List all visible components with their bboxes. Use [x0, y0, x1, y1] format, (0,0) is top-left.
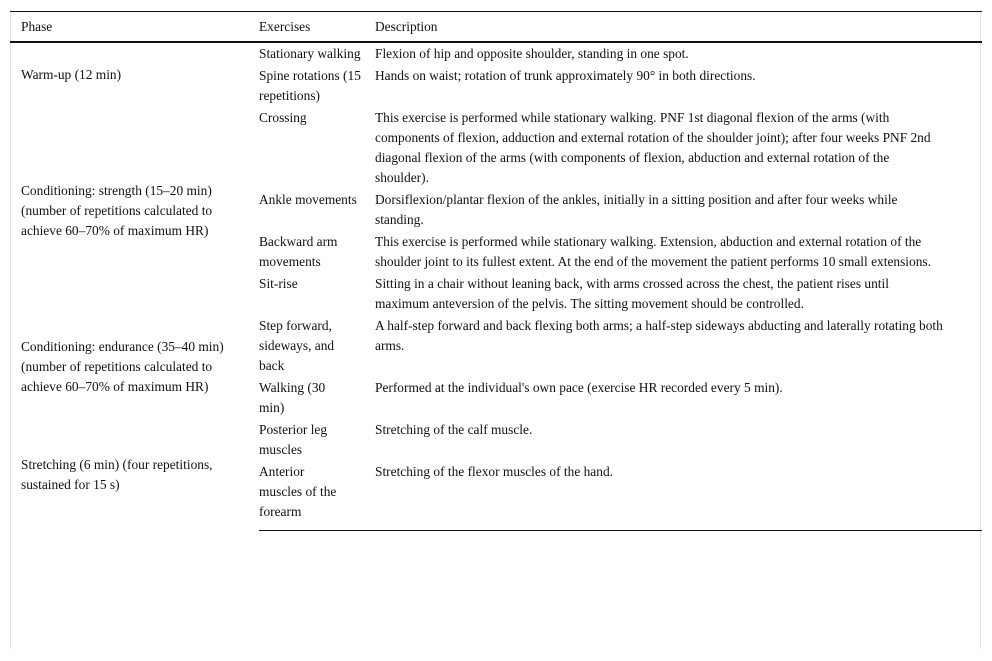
exercise-cell: Backward arm movements	[259, 234, 338, 269]
exercise-cell: Walking (30 min)	[259, 380, 326, 415]
description-cell: Flexion of hip and opposite shoulder, standing in one spot.	[375, 46, 689, 61]
exercise-cell: Ankle movements	[259, 192, 357, 207]
exercise-cell: Anterior muscles of the forearm	[259, 461, 375, 531]
phase-cell-conditioning-strength: Conditioning: strength (15–20 min) (number of repetitions calculated to achieve 60–70% of maximum HR)	[21, 183, 213, 238]
exercise-cell: Posterior leg muscles	[259, 422, 328, 457]
description-cell: This exercise is performed while stationary walking. Extension, abduction and external rotation of the shoulder joint to its fullest extent. At the end of the movement the patient performs 10 small extensions.	[375, 234, 931, 269]
description-cell: This exercise is performed while stationary walking. PNF 1st diagonal flexion of the arms (with components of flexion, adduction and external rotation of the shoulder joint); after four weeks PNF 2nd diagonal flexion of the arms (with components of flexion, abduction and external rotation of the shoulder).	[375, 110, 931, 185]
table-row	[10, 107, 982, 189]
phase-cell-stretching: Stretching (6 min) (four repetitions, sustained for 15 s)	[21, 456, 213, 492]
table-header-row	[10, 12, 982, 43]
description-cell: Sitting in a chair without leaning back, with arms crossed across the chest, the patient rises until maximum anteversion of the pelvis. The sitting movement should be controlled.	[375, 276, 889, 311]
header-exercises: Exercises	[259, 12, 375, 43]
description-cell: Stretching of the flexor muscles of the hand.	[375, 461, 982, 531]
header-description: Description	[375, 12, 982, 43]
exercise-protocol-table	[10, 11, 982, 531]
description-cell: A half-step forward and back flexing both arms; a half-step sideways abducting and laterally rotating both arms.	[375, 318, 943, 353]
exercise-cell: Sit-rise	[259, 276, 298, 291]
table-row	[10, 419, 982, 461]
header-phase: Phase	[10, 12, 259, 43]
exercise-cell: Step forward, sideways, and back	[259, 318, 335, 373]
description-cell: Performed at the individual's own pace (exercise HR recorded every 5 min).	[375, 380, 783, 395]
exercise-cell: Crossing	[259, 110, 307, 125]
table-row	[10, 315, 982, 377]
description-cell: Dorsiflexion/plantar flexion of the ankles, initially in a sitting position and after four weeks while standing.	[375, 192, 898, 227]
phase-cell-warm-up: Warm-up (12 min)	[21, 67, 122, 82]
description-cell: Stretching of the calf muscle.	[375, 422, 533, 437]
table-row	[10, 42, 982, 65]
description-cell: Hands on waist; rotation of trunk approximately 90° in both directions.	[375, 68, 756, 83]
exercise-cell: Stationary walking	[259, 46, 361, 61]
exercise-cell: Spine rotations (15 repetitions)	[259, 68, 361, 103]
phase-cell-conditioning-endurance: Conditioning: endurance (35–40 min) (number of repetitions calculated to achieve 60–70% of maximum HR)	[21, 339, 224, 394]
